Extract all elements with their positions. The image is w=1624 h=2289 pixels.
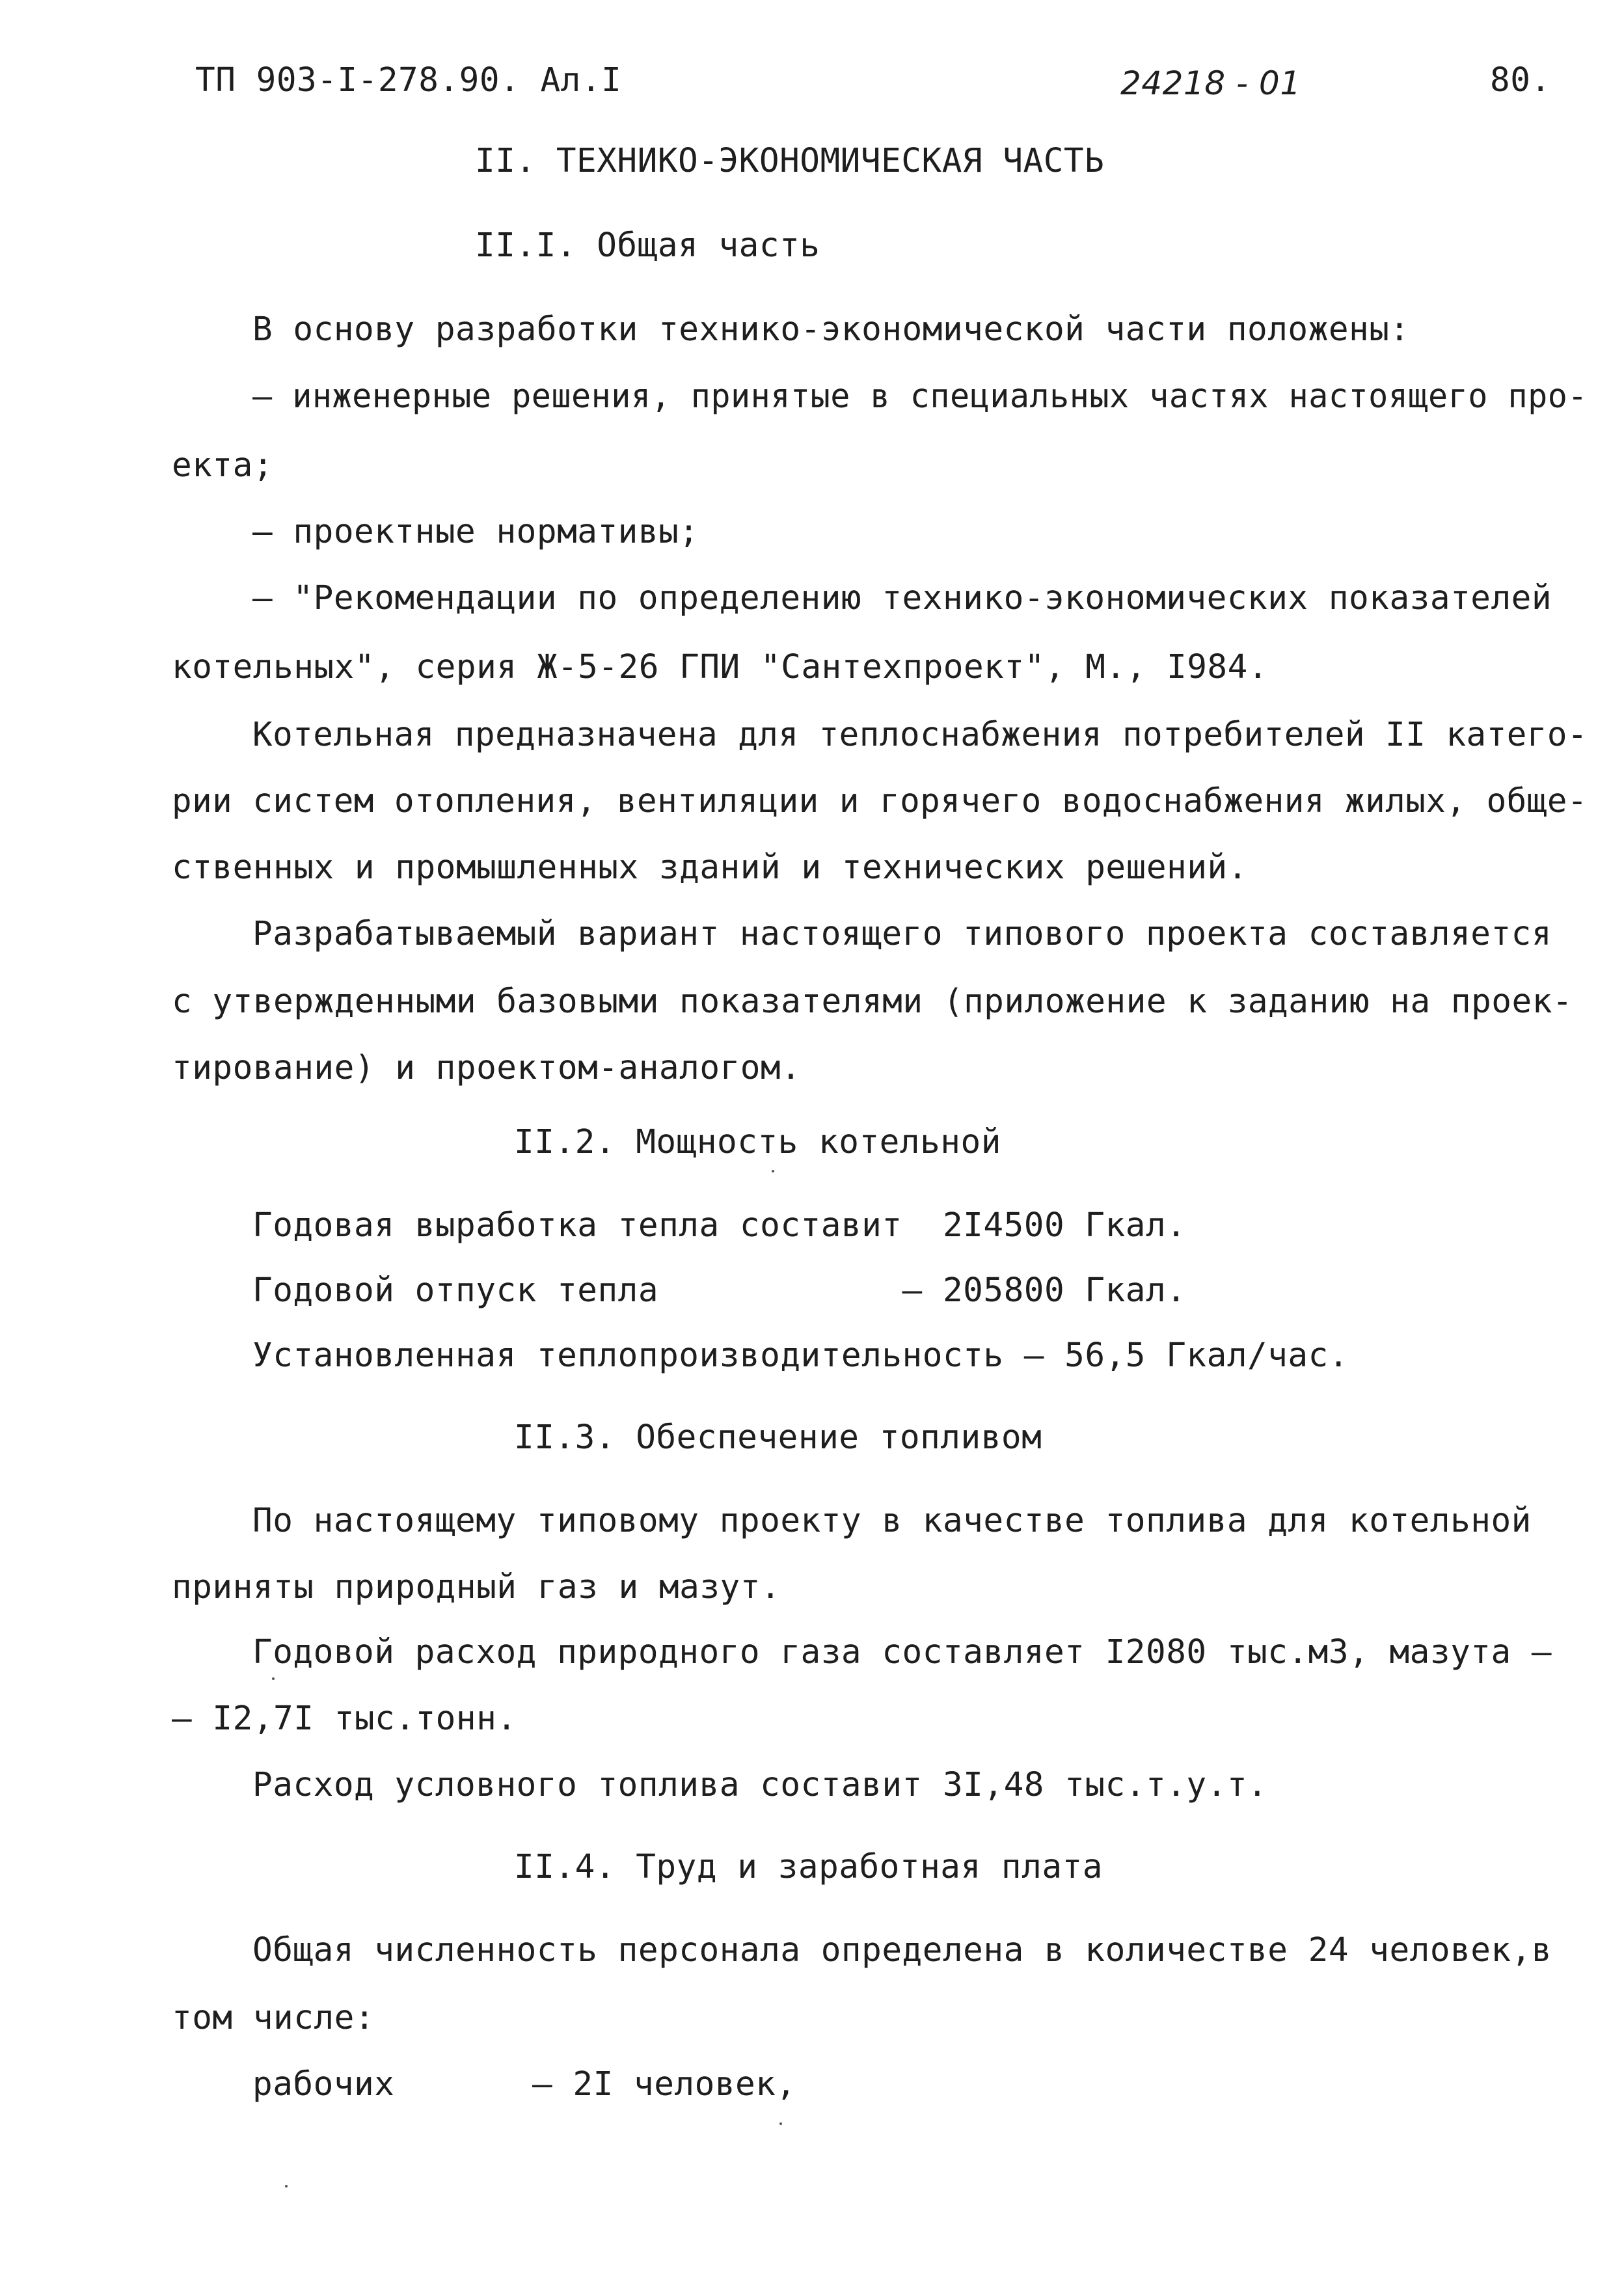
general-item3-line1: – "Рекомендации по определению технико-экономических показателей [252, 579, 1552, 617]
general-item2: – проектные нормативы; [252, 513, 699, 551]
scan-speck [772, 1170, 774, 1172]
general-para2-line3: тирование) и проектом-аналогом. [172, 1049, 802, 1087]
subsection-title-general: II.I. Общая часть [475, 226, 820, 265]
capacity-annual-heat-production: Годовая выработка тепла составит 2I4500 Гкал. [252, 1206, 1187, 1245]
labor-para1-line2: том числе: [172, 1999, 375, 2037]
capacity-installed-heat-output: Установленная теплопроизводительность – 56,5 Гкал/час. [252, 1336, 1349, 1375]
general-intro: В основу разработки технико-экономической части положены: [252, 310, 1410, 349]
general-item1-line2: екта; [172, 446, 274, 485]
scan-speck [272, 1677, 275, 1680]
subsection-title-labor: II.4. Труд и заработная плата [514, 1848, 1103, 1886]
fuel-para1-line1: По настоящему типовому проекту в качестве топлива для котельной [252, 1502, 1532, 1540]
general-para2-line1: Разрабатываемый вариант настоящего типового проекта составляется [252, 915, 1552, 953]
document-code: ТП 903-I-278.90. Ал.I [195, 61, 622, 100]
section-title: II. ТЕХНИКО-ЭКОНОМИЧЕСКАЯ ЧАСТЬ [475, 142, 1105, 180]
general-para1-line2: рии систем отопления, вентиляции и горячего водоснабжения жилых, обще- [172, 782, 1588, 820]
general-item3-line2: котельных", серия Ж-5-26 ГПИ "Сантехпроект", М., I984. [172, 648, 1269, 686]
general-para2-line2: с утвержденными базовыми показателями (приложение к заданию на проек- [172, 982, 1573, 1021]
subsection-title-fuel: II.3. Обеспечение топливом [514, 1418, 1042, 1457]
capacity-annual-heat-supply: Годовой отпуск тепла – 205800 Гкал. [252, 1271, 1187, 1310]
fuel-para2-line2: – I2,7I тыс.тонн. [172, 1700, 517, 1738]
page-number: 80. [1490, 61, 1551, 100]
general-para1-line1: Котельная предназначена для теплоснабжения потребителей II катего- [252, 716, 1588, 754]
fuel-para2-line1: Годовой расход природного газа составляет I2080 тыс.м3, мазута – [252, 1633, 1552, 1672]
labor-workers-label: рабочих [252, 2065, 395, 2104]
scan-speck [779, 2122, 782, 2125]
general-para1-line3: ственных и промышленных зданий и технических решений. [172, 848, 1248, 887]
fuel-para1-line2: приняты природный газ и мазут. [172, 1568, 781, 1606]
scan-speck [285, 2185, 288, 2187]
subsection-title-capacity: II.2. Мощность котельной [514, 1123, 1001, 1161]
fuel-conventional-consumption: Расход условного топлива составит 3I,48 тыс.т.у.т. [252, 1766, 1268, 1804]
archive-number-handwritten: 24218 - 01 [1120, 64, 1301, 102]
labor-para1-line1: Общая численность персонала определена в количестве 24 человек,в [252, 1931, 1552, 1970]
general-item1-line1: – инженерные решения, принятые в специальных частях настоящего про- [252, 377, 1588, 416]
labor-workers-value: – 2I человек, [532, 2065, 796, 2104]
